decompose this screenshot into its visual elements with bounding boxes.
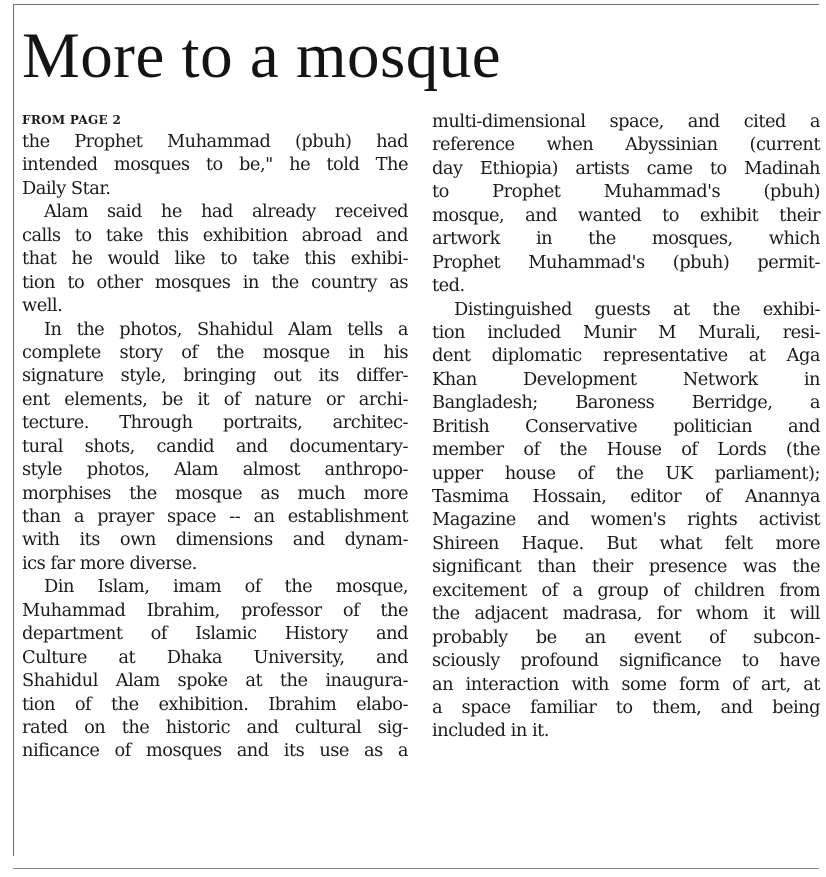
article-line: mosque, and wanted to exhibit their [432,204,820,226]
article-line: tecture. Through portraits, architec- [22,412,408,434]
article-line: reference when Abyssinian (current [432,134,820,156]
article-line: Khan Development Network in [432,368,820,390]
article-line: In the photos, Shahidul Alam tells a [44,318,408,340]
article-line: artwork in the mosques, which [432,228,820,250]
article-line: ent elements, be it of nature or archi- [22,388,408,410]
article-line: that he would like to take this exhibi- [22,248,408,270]
article-line: department of Islamic History and [22,623,408,645]
article-line: tural shots, candid and documentary- [22,435,408,457]
article-line: nificance of mosques and its use as a [22,740,408,762]
article-line: Distinguished guests at the exhibi- [454,298,820,320]
article-line: Din Islam, imam of the mosque, [44,576,408,598]
article-line: member of the House of Lords (the [432,439,820,461]
bottom-rule [13,868,819,869]
headline: More to a mosque [22,20,502,92]
article-line: excitement of a group of children from [432,579,820,601]
article-line: upper house of the UK parliament); [432,462,820,484]
article-line: tion to other mosques in the country as [22,271,408,293]
article-line: Alam said he had already received [44,201,408,223]
article-line: signature style, bringing out its differ- [22,365,408,387]
article-line: an interaction with some form of art, at [432,673,820,695]
article-line: ted. [432,275,465,297]
article-line: probably be an event of subcon- [432,626,820,648]
article-line: Muhammad Ibrahim, professor of the [22,599,408,621]
article-line: well. [22,295,63,317]
article-line: sciously profound significance to have [432,650,820,672]
article-line: Shahidul Alam spoke at the inaugura- [22,670,408,692]
article-line: calls to take this exhibition abroad and [22,224,408,246]
article-line: Daily Star. [22,177,111,199]
article-line: the Prophet Muhammad (pbuh) had [22,131,408,152]
article-line: rated on the historic and cultural sig- [22,716,408,738]
article-line: intended mosques to be," he told The [22,154,408,176]
article-line: morphises the mosque as much more [22,482,408,504]
article-line: a space familiar to them, and being [432,696,820,718]
article-line: Magazine and women's rights activist [432,509,820,531]
article-line: British Conservative politician and [432,415,820,437]
article-line: significant than their presence was the [432,556,820,578]
article-line: complete story of the mosque in his [22,341,408,363]
article-line: than a prayer space -- an establishment [22,506,408,527]
article-line: Bangladesh; Baroness Berridge, a [432,392,820,414]
article-column-right [432,110,820,743]
article-line: Prophet Muhammad's (pbuh) permit- [432,251,820,273]
article-line: tion of the exhibition. Ibrahim elabo- [22,693,408,715]
article-line: Culture at Dhaka University, and [22,646,408,668]
article-line: ics far more diverse. [22,552,197,574]
article-line: with its own dimensions and dynam- [22,529,408,551]
left-rule [13,4,14,856]
article-line: day Ethiopia) artists came to Madinah [432,157,820,179]
article-line: Shireen Haque. But what felt more [432,532,820,554]
article-line: dent diplomatic representative at Aga [432,345,820,367]
article-line: to Prophet Muhammad's (pbuh) [432,181,820,203]
article-line: included in it. [432,720,549,742]
from-page-kicker: FROM PAGE 2 [22,113,122,127]
article-line: multi-dimensional space, and cited a [432,111,820,132]
article-column-left [22,130,408,763]
article-line: Tasmima Hossain, editor of Anannya [432,486,820,507]
article-line: style photos, Alam almost anthropo- [22,459,408,481]
article-line: the adjacent madrasa, for whom it will [432,603,820,625]
article-line: tion included Munir M Murali, resi- [432,321,820,343]
top-rule [13,4,819,5]
